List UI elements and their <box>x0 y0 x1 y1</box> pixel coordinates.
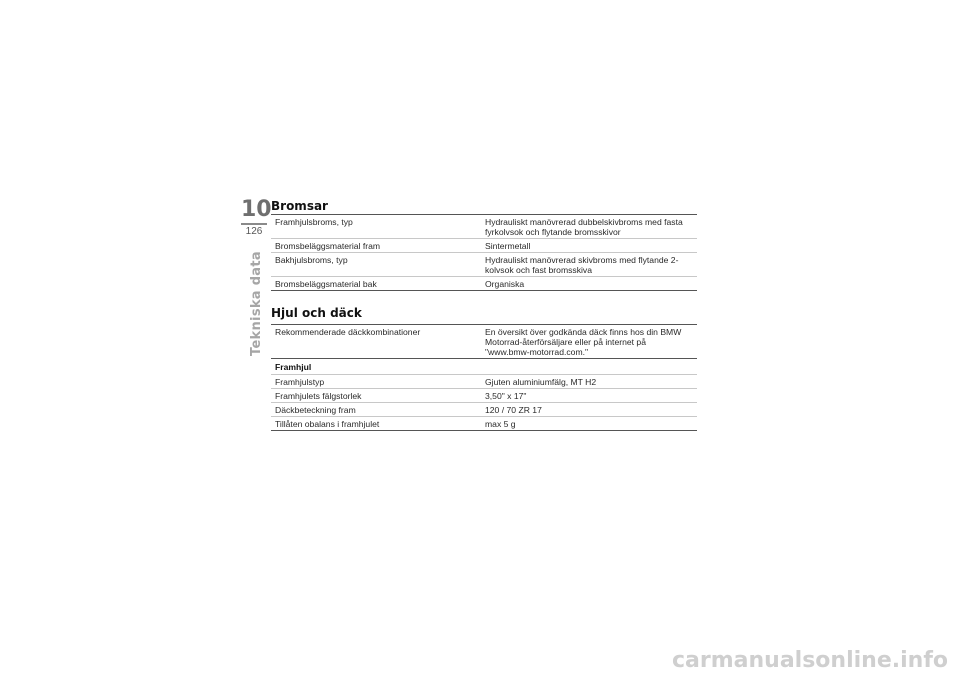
group-heading-front-wheel: Framhjul <box>271 359 697 375</box>
spec-value: max 5 g <box>485 419 516 429</box>
page-number: 126 <box>245 226 263 237</box>
section-title-wheels: Hjul och däck <box>271 306 362 320</box>
wheels-spec-table <box>271 324 697 431</box>
brakes-spec-table <box>271 214 697 291</box>
table-row <box>271 324 697 359</box>
spec-value: Hydrauliskt manövrerad dubbelskivbroms med fasta fyrkolvsok och flytande bromsskivor <box>485 217 683 237</box>
spec-value: 3,50" x 17" <box>485 391 527 401</box>
spec-label: Framhjulsbroms, typ <box>275 217 353 227</box>
chapter-number: 10 <box>241 197 272 222</box>
spec-label: Framhjulstyp <box>275 377 325 387</box>
spec-value: Sintermetall <box>485 241 531 251</box>
spec-value: Gjuten aluminiumfälg, MT H2 <box>485 377 597 387</box>
table-row <box>271 253 697 277</box>
spec-label: Framhjulets fälgstorlek <box>275 391 362 401</box>
table-row <box>271 389 697 403</box>
spec-label: Rekommenderade däckkombinationer <box>275 327 421 337</box>
spec-label: Bromsbeläggsmaterial bak <box>275 279 377 289</box>
chapter-divider <box>241 223 267 225</box>
spec-label: Bakhjulsbroms, typ <box>275 255 348 265</box>
table-row <box>271 375 697 389</box>
table-row <box>271 403 697 417</box>
table-row <box>271 417 697 431</box>
table-row <box>271 277 697 291</box>
spec-label: Tillåten obalans i framhjulet <box>275 419 380 429</box>
section-title-brakes: Bromsar <box>271 199 328 213</box>
table-row <box>271 214 697 239</box>
table-row <box>271 239 697 253</box>
chapter-side-label-text: Tekniska data <box>249 251 264 356</box>
spec-value: 120 / 70 ZR 17 <box>485 405 542 415</box>
spec-value: En översikt över godkända däck finns hos din BMW Motorrad-återförsäljare eller på internet på "www.bmw-motorrad.com." <box>485 327 682 357</box>
spec-label: Däckbeteckning fram <box>275 405 356 415</box>
spec-value: Organiska <box>485 279 525 289</box>
spec-value: Hydrauliskt manövrerad skivbroms med flytande 2-kolvsok och fast bromsskiva <box>485 255 679 275</box>
spec-label: Bromsbeläggsmaterial fram <box>275 241 381 251</box>
watermark: carmanualsonline.info <box>672 648 948 673</box>
